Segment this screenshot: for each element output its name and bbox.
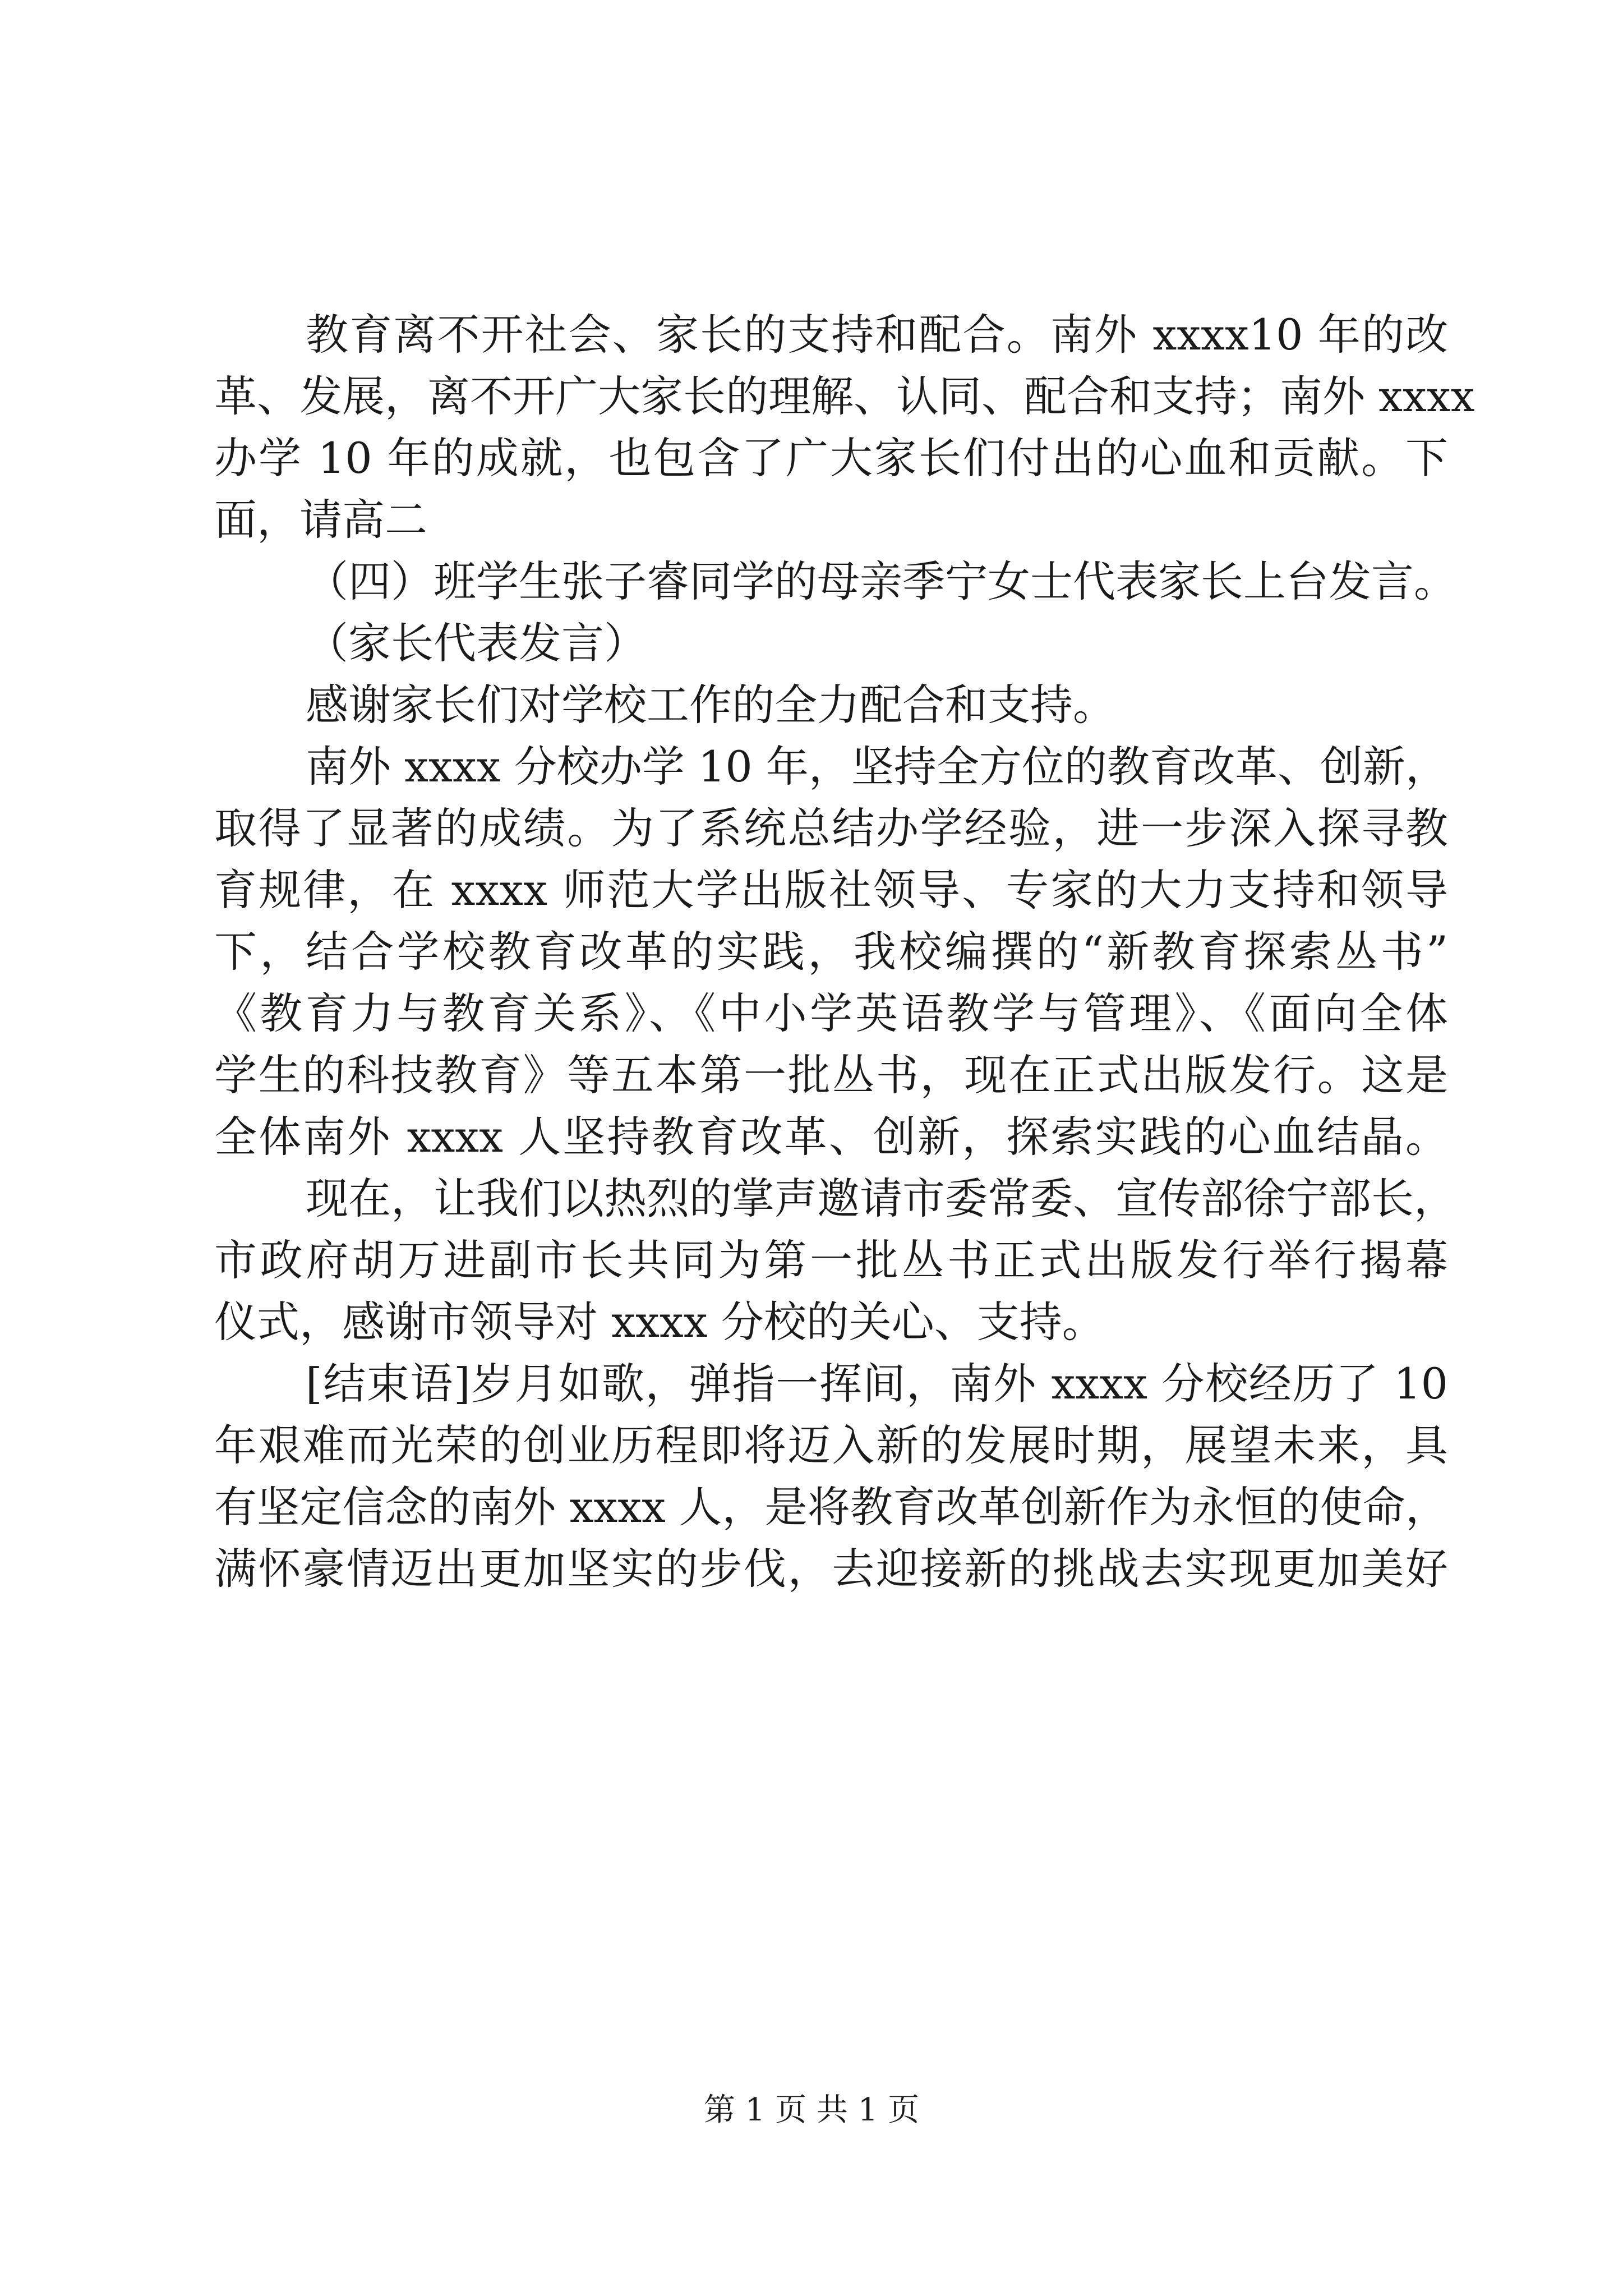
text-line-7: 感谢家长们对学校工作的全力配合和支持。 — [306, 680, 1115, 730]
text-line-18: [结束语]岁月如歌，弹指一挥间，南外 xxxx 分校经历了 10 — [306, 1359, 1448, 1409]
text-line-12: 《教育力与教育关系》、《中小学英语教学与管理》、《面向全体 — [214, 988, 1448, 1038]
text-line-4: 面，请高二 — [214, 495, 427, 545]
text-line-2: 革、发展，离不开广大家长的理解、认同、配合和支持；南外 xxxx — [214, 371, 1475, 421]
text-line-8: 南外 xxxx 分校办学 10 年，坚持全方位的教育改革、创新， — [306, 742, 1448, 792]
text-line-3: 办学 10 年的成就，也包含了广大家长们付出的心血和贡献。下 — [214, 433, 1448, 483]
text-line-13: 学生的科技教育》等五本第一批丛书，现在正式出版发行。这是 — [214, 1050, 1448, 1100]
text-line-11: 下，结合学校教育改革的实践，我校编撰的“新教育探索丛书” — [214, 927, 1448, 977]
text-line-17: 仪式，感谢市领导对 xxxx 分校的关心、支持。 — [214, 1297, 1105, 1347]
text-line-1: 教育离不开社会、家长的支持和配合。南外 xxxx10 年的改 — [306, 310, 1448, 360]
text-line-20: 有坚定信念的南外 xxxx 人，是将教育改革创新作为永恒的使命， — [214, 1482, 1448, 1532]
text-line-10: 育规律，在 xxxx 师范大学出版社领导、专家的大力支持和领导 — [214, 865, 1448, 915]
text-line-5: （四）班学生张子睿同学的母亲季宁女士代表家长上台发言。 — [306, 556, 1456, 606]
text-line-21: 满怀豪情迈出更加坚实的步伐，去迎接新的挑战去实现更加美好 — [214, 1544, 1448, 1594]
text-line-16: 市政府胡万进副市长共同为第一批丛书正式出版发行举行揭幕 — [214, 1235, 1448, 1285]
text-line-6: （家长代表发言） — [306, 618, 647, 668]
text-line-9: 取得了显著的成绩。为了系统总结办学经验，进一步深入探寻教 — [214, 803, 1448, 853]
text-line-15: 现在，让我们以热烈的掌声邀请市委常委、宣传部徐宁部长， — [306, 1174, 1456, 1223]
text-line-19: 年艰难而光荣的创业历程即将迈入新的发展时期，展望未来，具 — [214, 1420, 1448, 1470]
page-number-footer: 第 1 页 共 1 页 — [703, 2092, 920, 2128]
text-line-14: 全体南外 xxxx 人坚持教育改革、创新，探索实践的心血结晶。 — [214, 1112, 1448, 1162]
